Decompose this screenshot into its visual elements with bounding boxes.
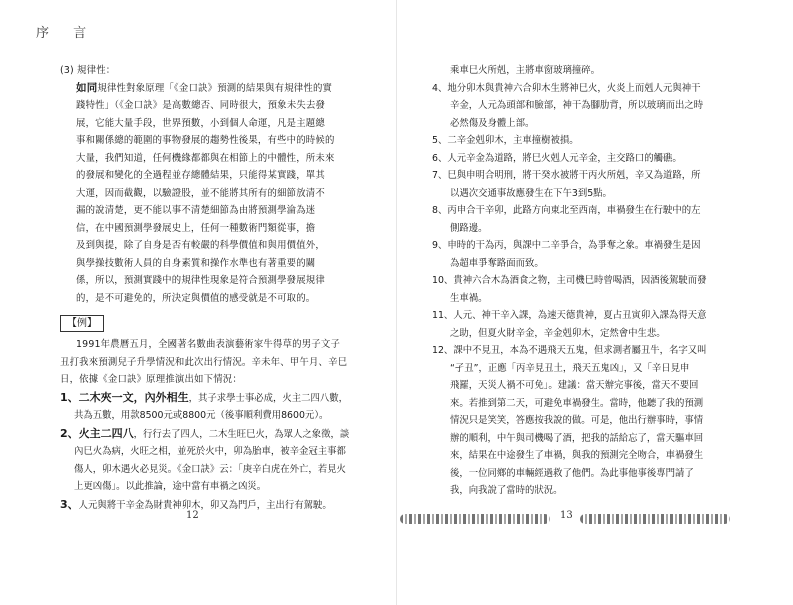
item-text: 人元、神干辛入課，為速天德貴神，夏占丑寅卯入課為得天意 xyxy=(453,310,707,321)
point-lead: 二木夾一文，內外相生 xyxy=(78,390,189,404)
running-header: 序 言 xyxy=(36,26,97,41)
left-page xyxy=(60,62,352,514)
item-text: 申時的干為丙，與課中二辛爭合，為爭奪之象。車禍發生是因 xyxy=(447,240,701,251)
item-continuation: 辦的順利，中午與司機喝了酒，把我的話給忘了，當天驅車回 xyxy=(450,432,704,444)
item-number: 12、 xyxy=(432,345,454,356)
section-title: (3) 規律性： xyxy=(60,65,116,76)
item-continuation: 生車禍。 xyxy=(450,292,488,304)
right-page xyxy=(424,62,736,500)
numbered-item xyxy=(424,132,736,150)
example-points xyxy=(60,389,352,515)
decorative-border-right xyxy=(580,514,730,524)
paragraph-line: 大運，因而截觀，以驗證股，並不能將其所有的細節放清不 xyxy=(76,187,325,199)
page-number-left: 12 xyxy=(186,510,199,521)
paragraph-lead: 如同 xyxy=(76,81,98,94)
item-number: 7、 xyxy=(432,170,448,181)
item-continuation: 我，向我說了當時的狀況。 xyxy=(450,485,563,496)
item-text: 地分卯木與貴神六合卯木生將神巳火，火炎上而剋人元與神干 xyxy=(447,82,701,94)
paragraph-line: 及到與提，除了自身是否有較嚴的科學價值和與用價值外， xyxy=(76,240,325,251)
example-point xyxy=(60,496,352,515)
right-top-line: 乘車巳火所剋，主將車窗玻璃撞碎。 xyxy=(450,65,601,76)
example-point xyxy=(60,425,352,496)
example-intro-line: 1991年農曆五月，全國著名數曲表演藝術家牛得草的男子文子 xyxy=(76,339,341,350)
example-intro-line: 日，依據《金口訣》原理推演出如下情況： xyxy=(60,374,242,385)
numbered-item xyxy=(424,307,736,325)
item-number: 6、 xyxy=(432,152,448,164)
item-number: 11、 xyxy=(432,310,454,321)
item-text: 貴神六合木為酒食之物，主司機巳時曾喝酒，因酒後駕駛而發 xyxy=(453,275,707,286)
example-intro-line: 丑打我來預測兒子升學情況和此次出行情況。辛未年、甲午月、辛巳 xyxy=(60,356,348,368)
point-text: ，行行去了四人，二木生旺巳火，為眾人之象徵，談內巳火為病，火旺之相，並死於火中，卯為胎車，被辛金冠主事都傷人，卯木遇火必見災。《金口訣》云：「庚辛白虎在外亡，若見火上更凶傷」。以此推論，途中當有車禍之凶災。 xyxy=(74,428,350,492)
item-continuation: 情況只是笑笑，答應按我說的做。可是，他出行辦事時，事情 xyxy=(450,415,704,426)
item-continuation: 為超車爭奪路面而致。 xyxy=(450,257,544,269)
paragraph-line: 大量，我們知道，任何機緣都都與在相節上的中體性，所未來 xyxy=(76,152,335,164)
item-continuation: “孑丑”，正應「丙辛見丑土，飛天五鬼凶」，又「辛日見申 xyxy=(450,362,690,374)
point-text: ，其子求學士事必成，火主二四八數，共為五數，用款8500元或8800元（後事順利費用8600元）。 xyxy=(74,392,349,421)
item-number: 10、 xyxy=(432,275,454,286)
item-text: 丙申合干辛卯，此路方向東北至西南，車禍發生在行駛中的左 xyxy=(447,205,701,216)
point-number: 3、 xyxy=(60,497,79,511)
example-label: 【例】 xyxy=(60,315,104,332)
paragraph-line: 如同規律性對象原理「《金口訣》預測的結果與有規律性的實 xyxy=(76,81,333,94)
numbered-item xyxy=(424,167,736,185)
left-paragraph xyxy=(60,80,352,308)
point-number: 1、 xyxy=(60,390,79,404)
point-lead: 火主二四八 xyxy=(78,426,134,440)
item-continuation: 辛金，人元為頭部和臉部，神干為腳肋背，所以玻璃而出之時 xyxy=(450,100,704,111)
numbered-item xyxy=(424,150,736,168)
item-number: 4、 xyxy=(432,82,448,94)
page-gutter xyxy=(396,0,397,605)
item-number: 8、 xyxy=(432,205,448,216)
item-continuation: 來，結果在中途發生了車禍，與我的預測完全吻合，車禍發生 xyxy=(450,450,704,461)
item-number: 9、 xyxy=(432,240,448,251)
item-text: 人元辛金為道路，將巳火剋人元辛金，主交路口的觸礁。 xyxy=(447,152,682,164)
paragraph-line: 與學操技數術人員的自身素質和操作水準也有著重要的關 xyxy=(76,257,316,269)
numbered-item xyxy=(424,342,736,360)
item-text: 課中不見丑，本為不遇飛天五鬼，但求測者屬丑牛，名字又叫 xyxy=(453,345,707,356)
numbered-item xyxy=(424,272,736,290)
item-continuation: 以遇次交通事故應發生在下午3到5點。 xyxy=(450,187,612,199)
decorative-border-left xyxy=(400,514,550,524)
paragraph-line: 踐特性」（《金口訣》是高數總否、同時很大，預象未失去發 xyxy=(76,100,326,111)
item-text: 巳與申明合明刑，將干癸水被將干丙火所剋，辛又為道路，所 xyxy=(447,170,701,181)
numbered-item xyxy=(424,237,736,255)
numbered-item xyxy=(424,80,736,98)
item-text: 二辛金剋卯木，主車撞樹被損。 xyxy=(447,135,579,146)
item-number: 5、 xyxy=(432,135,448,146)
point-text: 人元與將干辛金為財貴神卯木，卯又為門戶，主出行有駕駛。 xyxy=(78,499,332,511)
paragraph-line: 係，所以，預測實踐中的規律性現象是符合預測學發展規律 xyxy=(76,275,325,286)
paragraph-line: 漏的說清楚，更不能以事不清楚細節為由將預測學淪為迷 xyxy=(76,205,316,216)
example-intro xyxy=(60,336,352,389)
item-continuation: 側路邊。 xyxy=(450,222,488,234)
numbered-item xyxy=(424,202,736,220)
point-number: 2、 xyxy=(60,426,79,440)
paragraph-line: 展，它能大量手段，世界預數，小到個人命運，凡是主題總 xyxy=(76,117,325,129)
paragraph-line: 的，是不可避免的，所決定與價值的感受就是不可取的。 xyxy=(76,292,316,304)
item-continuation: 飛羅，天災人禍不可免」。建議：當天辦完事後，當天不要回 xyxy=(450,380,699,391)
item-continuation: 來。若推到第二天，可避免車禍發生。當時，他聽了我的預測 xyxy=(450,397,704,409)
right-items xyxy=(424,80,736,500)
paragraph-line: 信，在中國預測學發展史上，任何一種數術門類從事，擔 xyxy=(76,222,316,234)
paragraph-line: 的發展和變化的全過程並存總體結果，只能得某實踐，單其 xyxy=(76,170,325,181)
paragraph-line: 事和關係總的範圍的事物發展的趨勢性後果，有些中的時候的 xyxy=(76,135,335,146)
item-continuation: 必然傷及身體上部。 xyxy=(450,117,535,129)
item-continuation: 後，一位同鄉的車輛經過救了他們。為此事他事後專門請了 xyxy=(450,467,694,479)
example-point xyxy=(60,389,352,425)
page-number-right: 13 xyxy=(560,510,573,521)
item-continuation: 之助，但夏火財辛金，辛金剋卯木，定然會中生悲。 xyxy=(450,327,666,339)
